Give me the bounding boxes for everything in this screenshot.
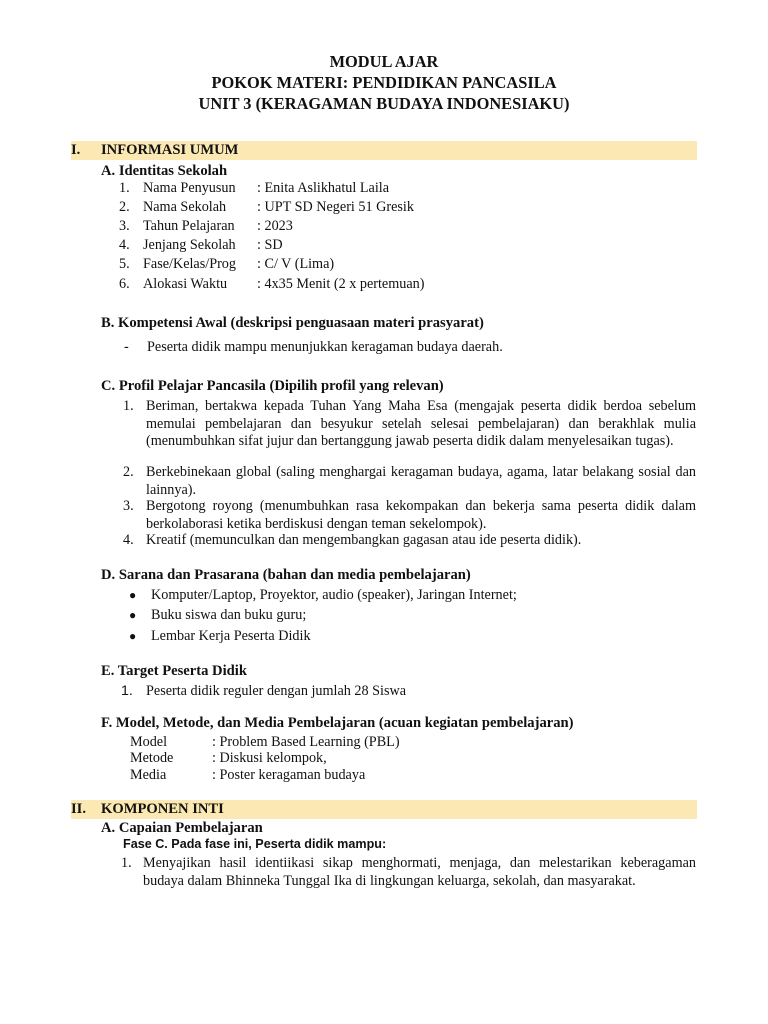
capaian-number: 1. xyxy=(121,855,132,871)
kompetensi-item: Peserta didik mampu menunjukkan keragaman budaya daerah. xyxy=(147,339,503,355)
identitas-key: Fase/Kelas/Prog xyxy=(143,256,236,272)
identitas-number: 5. xyxy=(119,256,130,272)
model-key: Media xyxy=(130,767,167,783)
target-heading: E. Target Peserta Didik xyxy=(101,663,247,679)
identitas-key: Nama Penyusun xyxy=(143,180,236,196)
profil-number: 3. xyxy=(123,498,134,514)
identitas-value: : 4x35 Menit (2 x pertemuan) xyxy=(257,276,425,292)
identitas-value: : 2023 xyxy=(257,218,293,234)
bullet-icon: ● xyxy=(129,629,137,643)
section-label: KOMPONEN INTI xyxy=(101,801,224,817)
model-value: : Diskusi kelompok, xyxy=(212,750,327,766)
target-item: Peserta didik reguler dengan jumlah 28 Siswa xyxy=(146,683,407,699)
section-number: I. xyxy=(71,142,81,158)
model-heading: F. Model, Metode, dan Media Pembelajaran (acuan kegiatan pembelajaran) xyxy=(101,715,574,731)
profil-item: Kreatif (memunculkan dan mengembangkan gagasan atau ide peserta didik). xyxy=(146,532,582,548)
identitas-key: Tahun Pelajaran xyxy=(143,218,235,234)
identitas-key: Alokasi Waktu xyxy=(143,276,228,292)
profil-heading: C. Profil Pelajar Pancasila (Dipilih profil yang relevan) xyxy=(101,378,444,394)
model-value: : Poster keragaman budaya xyxy=(212,767,366,783)
kompetensi-dash: - xyxy=(124,339,129,355)
doc-title: MODUL AJAR xyxy=(329,52,439,71)
identitas-value: : UPT SD Negeri 51 Gresik xyxy=(257,199,414,215)
bullet-icon: ● xyxy=(129,588,137,602)
identitas-value: : Enita Aslikhatul Laila xyxy=(257,180,389,196)
identitas-value: : C/ V (Lima) xyxy=(257,256,335,272)
section-komponen-inti xyxy=(71,800,697,819)
capaian-heading: A. Capaian Pembelajaran xyxy=(101,820,263,836)
identitas-value: : SD xyxy=(257,237,283,253)
identitas-key: Nama Sekolah xyxy=(143,199,227,215)
capaian-text: Menyajikan hasil identiikasi sikap menghormati, menjaga, dan melestarikan keberagaman budaya dalam Bhinneka Tunggal Ika di lingkungan keluarga, sekolah, dan masyarakat. xyxy=(143,855,696,889)
identitas-number: 4. xyxy=(119,237,130,253)
bullet-icon: ● xyxy=(129,608,137,622)
doc-subtitle-unit: UNIT 3 (KERAGAMAN BUDAYA INDONESIAKU) xyxy=(198,94,570,113)
profil-number: 2. xyxy=(123,464,134,480)
target-number: 1. xyxy=(121,683,133,699)
model-value: : Problem Based Learning (PBL) xyxy=(212,734,400,750)
kompetensi-heading: B. Kompetensi Awal (deskripsi penguasaan materi prasyarat) xyxy=(101,315,484,331)
sarana-item: Buku siswa dan buku guru; xyxy=(151,607,307,623)
section-label: INFORMASI UMUM xyxy=(101,142,239,158)
section-informasi-umum xyxy=(71,141,697,160)
sarana-item: Komputer/Laptop, Proyektor, audio (speaker), Jaringan Internet; xyxy=(151,587,517,603)
identitas-key: Jenjang Sekolah xyxy=(143,237,236,253)
profil-number: 4. xyxy=(123,532,134,548)
section-number: II. xyxy=(71,801,87,817)
model-key: Model xyxy=(130,734,168,750)
identitas-number: 2. xyxy=(119,199,130,215)
profil-item: Bergotong royong (menumbuhkan rasa kekompakan dan bekerja sama peserta didik dalam berkolaborasi ketika berdiskusi dengan teman sekelompok). xyxy=(146,498,696,532)
doc-subtitle-materi: POKOK MATERI: PENDIDIKAN PANCASILA xyxy=(211,73,557,92)
fase-text: Fase C. Pada fase ini, Peserta didik mampu: xyxy=(123,837,387,851)
identitas-heading: A. Identitas Sekolah xyxy=(101,163,228,179)
model-key: Metode xyxy=(130,750,174,766)
profil-number: 1. xyxy=(123,398,134,414)
sarana-item: Lembar Kerja Peserta Didik xyxy=(151,628,311,644)
identitas-number: 6. xyxy=(119,276,130,292)
sarana-heading: D. Sarana dan Prasarana (bahan dan media pembelajaran) xyxy=(101,567,471,583)
identitas-number: 1. xyxy=(119,180,130,196)
identitas-number: 3. xyxy=(119,218,130,234)
profil-item: Berkebinekaan global (saling menghargai keragaman budaya, agama, latar belakang sosial dan lainnya). xyxy=(146,464,696,498)
profil-item: Beriman, bertakwa kepada Tuhan Yang Maha Esa (mengajak peserta didik berdoa sebelum memulai pembelajaran dan besyukur setelah selesai pembelajaran) dan berakhlak mulia (menumbuhkan sifat jujur dan bertanggung jawab peserta didik dalam menyelesaikan tugas). xyxy=(146,398,696,449)
